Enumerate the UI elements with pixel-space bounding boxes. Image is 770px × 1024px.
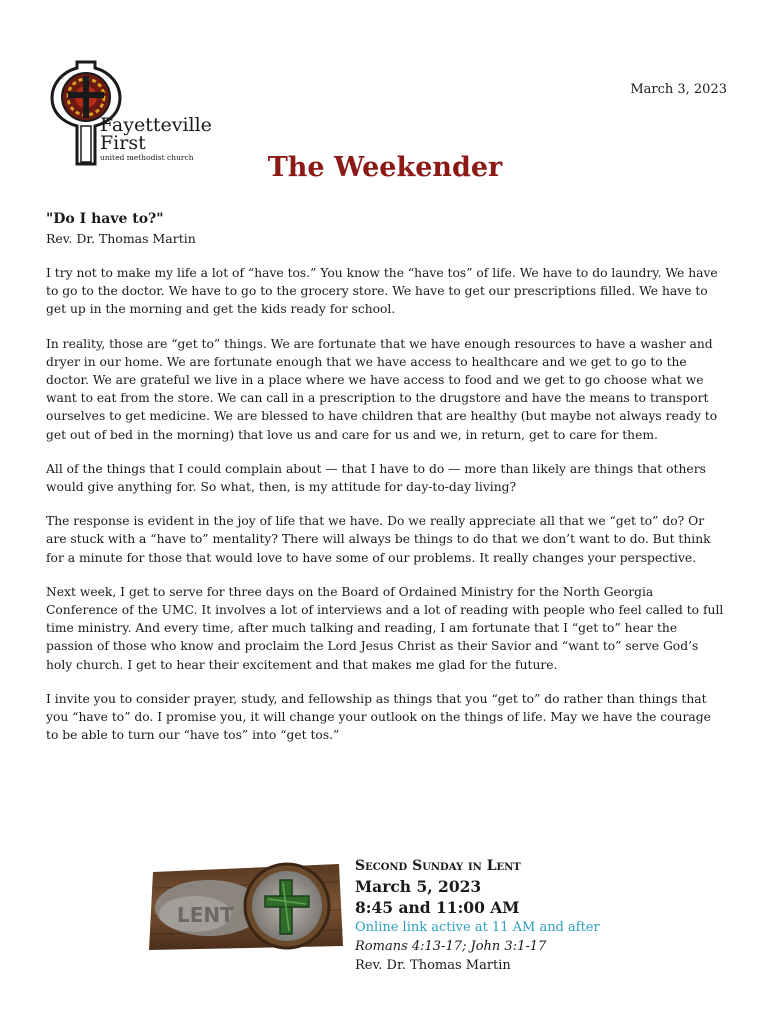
logo-line2: First bbox=[100, 132, 146, 154]
newsletter-title: The Weekender bbox=[267, 152, 503, 183]
article-paragraph: Next week, I get to serve for three days on the Board of Ordained Ministry for the North Georgia Conference of the UMC. It involves a lot of interviews and a lot of reading with people who feel called to full time ministry. And every time, after much talking and reading, I am fortunate that I “get to” hear the passion of those who know and proclaim the Lord Jesus Christ as their Savior and “want to” serve God’s holy church. I get to hear their excitement and that makes me glad for the future. bbox=[46, 584, 724, 672]
online-link[interactable]: Online link active at 11 AM and after bbox=[355, 920, 600, 935]
service-preacher: Rev. Dr. Thomas Martin bbox=[355, 958, 511, 973]
lent-ash-image bbox=[147, 858, 345, 954]
lent-ash-text: LENT bbox=[177, 903, 234, 927]
logo-line1: Fayetteville bbox=[100, 114, 212, 136]
issue-date: March 3, 2023 bbox=[630, 82, 727, 97]
article-paragraph: I invite you to consider prayer, study, and fellowship as things that you “get to” do rather than things that you “have to” do. I promise you, it will change your outlook on the things of life. May we have the courage to be able to turn our “have tos” into “get tos.” bbox=[46, 691, 711, 743]
article-paragraph: All of the things that I could complain about — that I have to do — more than likely are things that others would give anything for. So what, then, is my attitude for day-to-day living? bbox=[46, 461, 706, 495]
article-headline: "Do I have to?" bbox=[46, 211, 164, 227]
article-paragraph: The response is evident in the joy of life that we have. Do we really appreciate all that we “get to” do? Or are stuck with a “have to” mentality? There will always be things to do that we don’t want to do. But think for a minute for those that would love to have some of our problems. It really changes your perspective. bbox=[46, 514, 711, 565]
article-paragraph: I try not to make my life a lot of “have tos.” You know the “have tos” of life. We have to do laundry. We have to go to the doctor. We have to go to the grocery store. We have to get our prescriptions filled. We have to get up in the morning and get the kids ready for school. bbox=[46, 266, 718, 317]
article bbox=[46, 209, 726, 744]
logo-line3: united methodist church bbox=[100, 153, 194, 162]
article-paragraph: In reality, those are “get to” things. We are fortunate that we have enough resources to have a washer and dryer in our home. We are fortunate enough that we have access to healthcare and we get to go to the doctor. We are grateful we live in a place where we have access to food and we get to go choose what we want to eat from the store. We can call in a prescription to the drugstore and have the means to transport ourselves to get medicine. We are blessed to have children that are healthy (but maybe not always ready to get out of bed in the morning) that love us and care for us and we, in return, get to care for them. bbox=[46, 336, 718, 442]
service-time: 8:45 and 11:00 AM bbox=[355, 898, 520, 917]
service-readings: Romans 4:13-17; John 3:1-17 bbox=[355, 939, 547, 954]
service-date: March 5, 2023 bbox=[355, 877, 482, 896]
service-info bbox=[355, 857, 745, 975]
article-byline: Rev. Dr. Thomas Martin bbox=[46, 231, 196, 246]
service-heading: Second Sunday in Lent bbox=[355, 858, 521, 874]
